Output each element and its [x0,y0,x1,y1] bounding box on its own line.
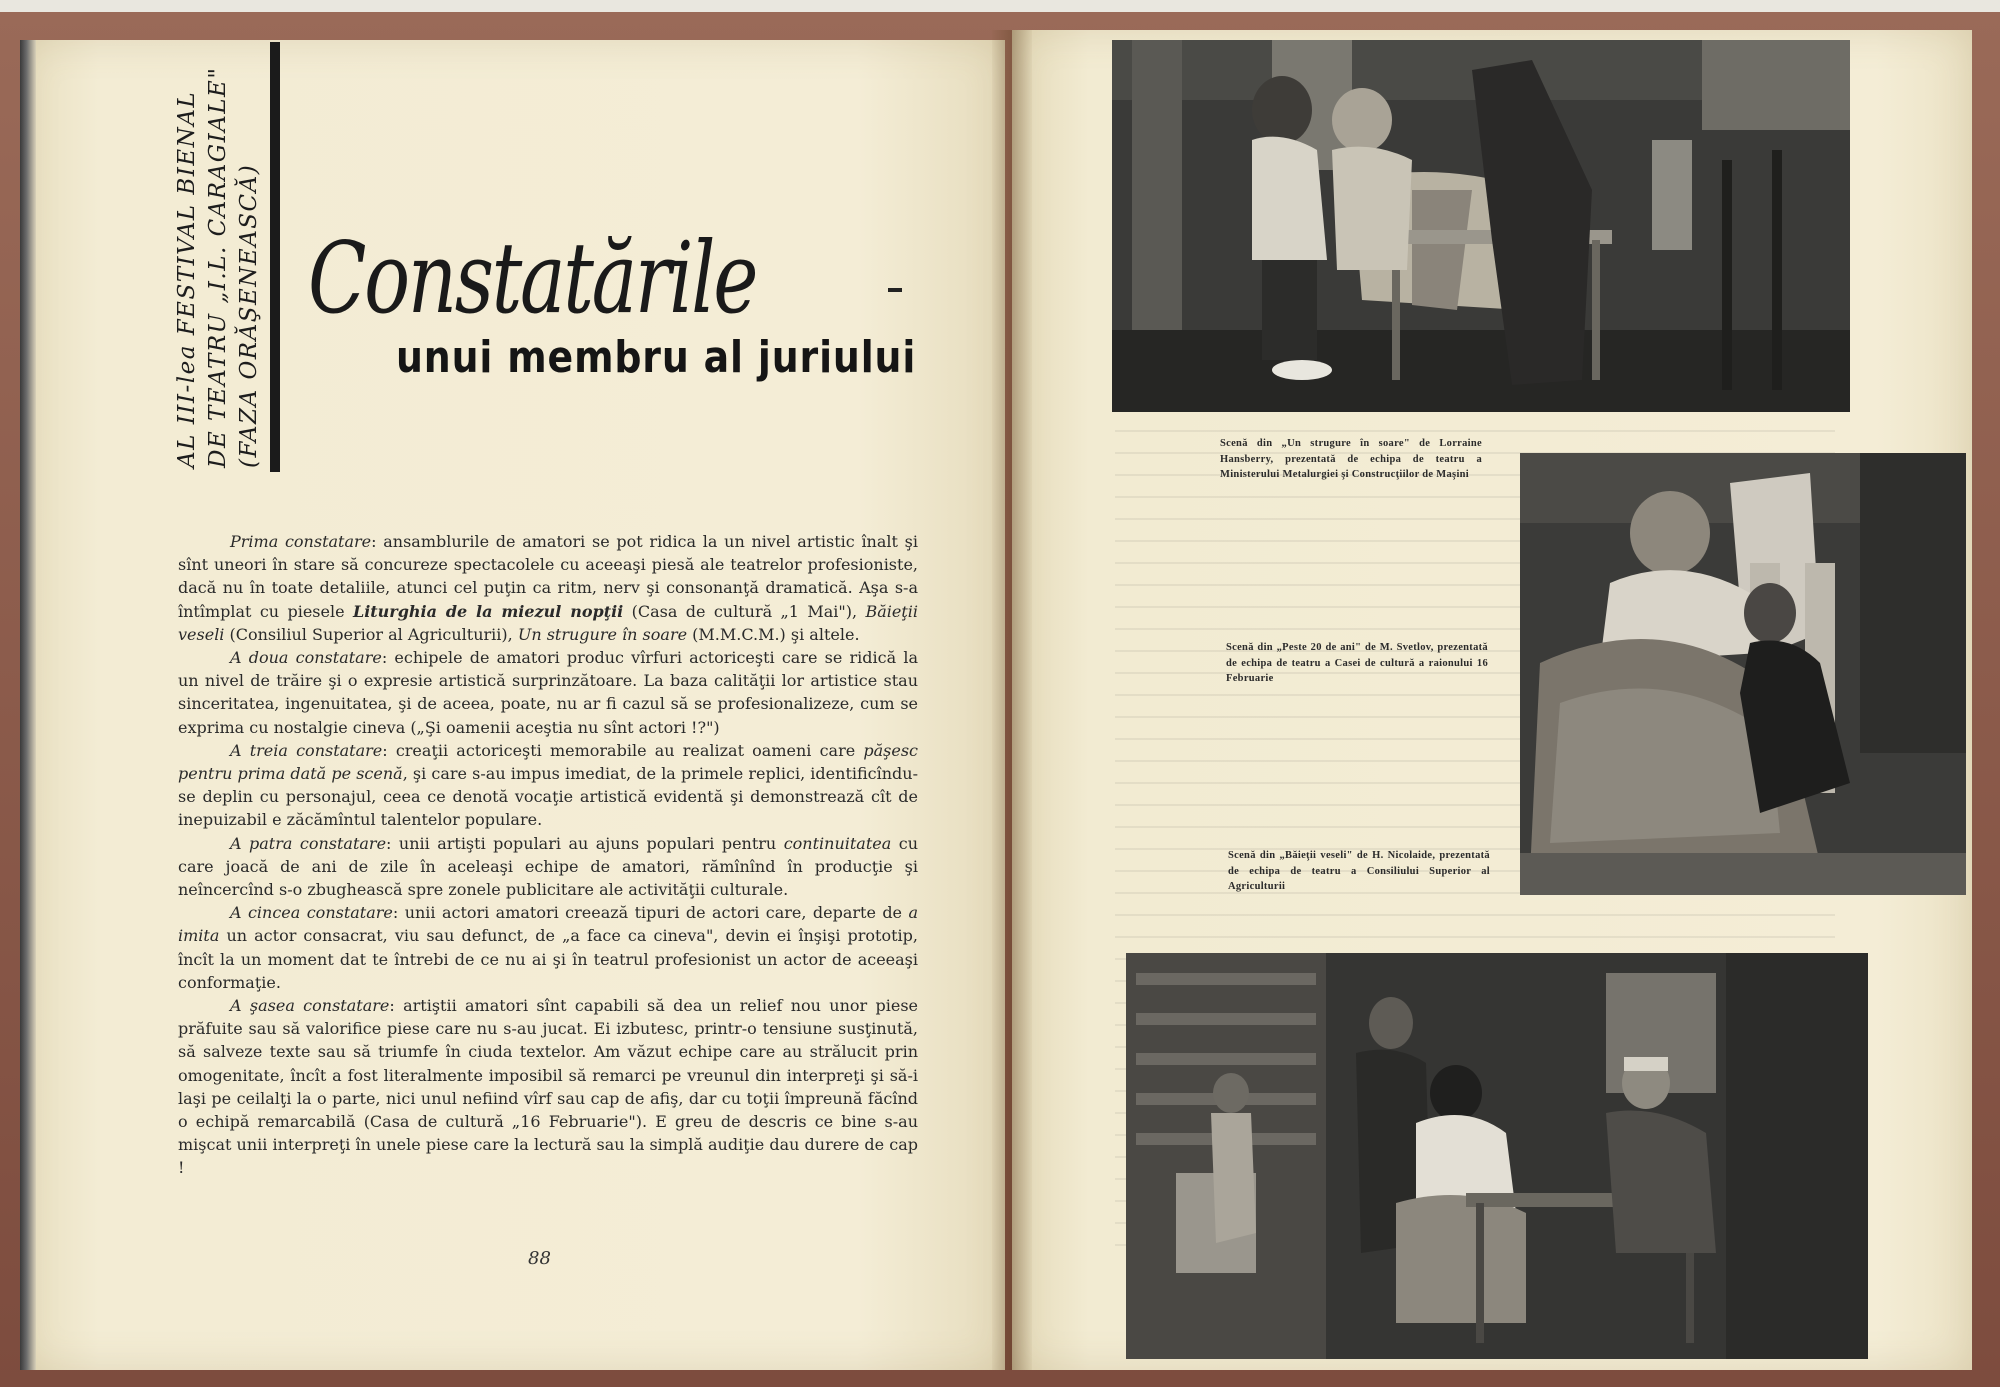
heading-rule [270,42,280,472]
constatare-label-2: A doua constatare [230,648,382,668]
paragraph-text: cu care joacă de ani de zile în aceleaşi echipe de amatori, rămînînd în producţie şi neîncercînd s-o zbughească spre zonele publicitare ale activităţii culturale. [178,833,919,900]
constatare-label-5: A cincea constatare [230,903,393,923]
paragraph-1 [178,530,918,646]
article-title-script: Constatările [308,222,757,336]
paragraph-text: : ansamblurile de amatori se pot ridica la un nivel artistic înalt şi sînt uneori în stare să concureze spectacolele cu aceeaşi piesă ale teatrelor profesioniste, dacă nu în toate detaliile, atunci cel puţin ca ritm, nerv şi consonanţă dramatică. Aşa s-a întîmplat cu piesele [178,532,919,621]
constatare-label-1: Prima constatare [230,532,372,551]
paragraph-text: un actor consacrat, viu sau defunct, de „a face ca cineva", devin ei înşişi prototip, încît la un moment dat te întrebi de ce nu ai şi în teatrul profesionist un actor de aceeaşi conformaţie. [178,926,918,992]
article-body [178,530,918,1180]
festival-heading-line-1: AL III-lea FESTIVAL BIENAL [174,90,200,468]
paragraph-text: (Casa de cultură „1 Mai"), [623,601,866,621]
caption-baietii-veseli: Scenă din „Băieţii veseli" de H. Nicolaide, prezentată de echipa de teatru a Consiliului Superior al Agriculturii [1228,850,1490,892]
festival-heading-line-2: DE TEATRU „I.L. CARAGIALE" [205,66,231,468]
paragraph-text: : echipele de amatori produc vîrfuri actoriceşti care se ridică la un nivel de trăire şi o expresie artistică surprinzătoare. La baza calităţii lor artistice stau sinceritatea, ingenuitatea, şi de aceea, poate, nu ar fi cazul să se profesionalizeze, cum se exprima cu nostalgie cineva („Şi oamenii aceştia nu sînt actori !?") [178,648,919,737]
paragraph-6 [178,994,918,1180]
constatare-label-4: A patra constatare [230,833,387,853]
emphasis: a imita [178,903,918,946]
article-title-bold: unui membru al juriului [396,332,917,383]
paragraph-2 [178,646,918,739]
play-title: Băieţii veseli [178,601,918,644]
photo-baietii-veseli [1126,953,1868,1359]
festival-heading [172,66,265,468]
photo-peste-20-de-ani [1520,453,1966,895]
emphasis: continuitatea [783,833,892,853]
caption-un-strugure-in-soare: Scenă din „Un strugure în soare" de Lorraine Hansberry, prezentată de echipa de teatru a Ministerului Metalurgiei şi Construcţiilor de Maşini [1220,438,1482,480]
paragraph-4 [178,832,918,902]
paragraph-3 [178,739,918,832]
title-dash [888,288,902,292]
top-strip [0,0,2000,12]
festival-heading-line-3: (FAZA ORĂŞENEASCĂ) [236,163,262,468]
paragraph-text: : unii artişti populari au ajuns populari pentru [386,833,784,853]
photo-un-strugure-in-soare [1112,40,1850,412]
constatare-label-3: A treia constatare [230,740,383,760]
page-number: 88 [528,1248,551,1269]
emphasis: păşesc pentru prima dată pe scenă [178,740,919,784]
paragraph-text: : creaţii actoriceşti memorabile au realizat oameni care [382,740,864,760]
paragraph-text: , şi care s-au impus imediat, de la primele replici, identificîndu-se deplin cu personajul, ceea ce denotă vocaţie artistică evidentă şi demonstrează cît de inepuizabil e zăcămîntul talentelor populare. [178,764,918,830]
paragraph-text: : unii actori amatori creează tipuri de actori care, departe de [392,903,909,923]
binding-edge [20,40,36,1370]
play-title: Liturghia de la miezul nopţii [352,601,624,621]
paragraph-text: (M.M.C.M.) şi altele. [687,624,860,644]
paragraph-text: (Consiliul Superior al Agriculturii), [224,624,518,644]
caption-peste-20-de-ani: Scenă din „Peste 20 de ani" de M. Svetlov, prezentată de echipa de teatru a Casei de cultură a raionului 16 Februarie [1226,642,1488,684]
paragraph-5 [178,901,918,994]
spine-shadow [992,30,1032,1370]
paragraph-text: : artiştii amatori sînt capabili să dea un relief nou unor piese prăfuite sau să valorifice piese care nu s-au jucat. Ei izbutesc, printr-o tensiune susţinută, să salveze texte sau să triumfe în ciuda textelor. Am văzut echipe care au strălucit prin omogenitate, încît a fost literalmente imposibil să remarci pe vreunul din interpreţi şi să-i laşi pe ceilalţi la o parte, nici unul nefiind vîrf sau cap de afiş, dar cu toţii împreună făcînd o echipă remarcabilă (Casa de cultură „16 Februarie"). E greu de descris ce bine s-au mişcat unii interpreţi în unele piese care la lectură sau la simplă audiţie dau durere de cap ! [178,996,919,1178]
play-title: Un strugure în soare [517,624,688,644]
constatare-label-6: A şasea constatare [230,996,390,1016]
